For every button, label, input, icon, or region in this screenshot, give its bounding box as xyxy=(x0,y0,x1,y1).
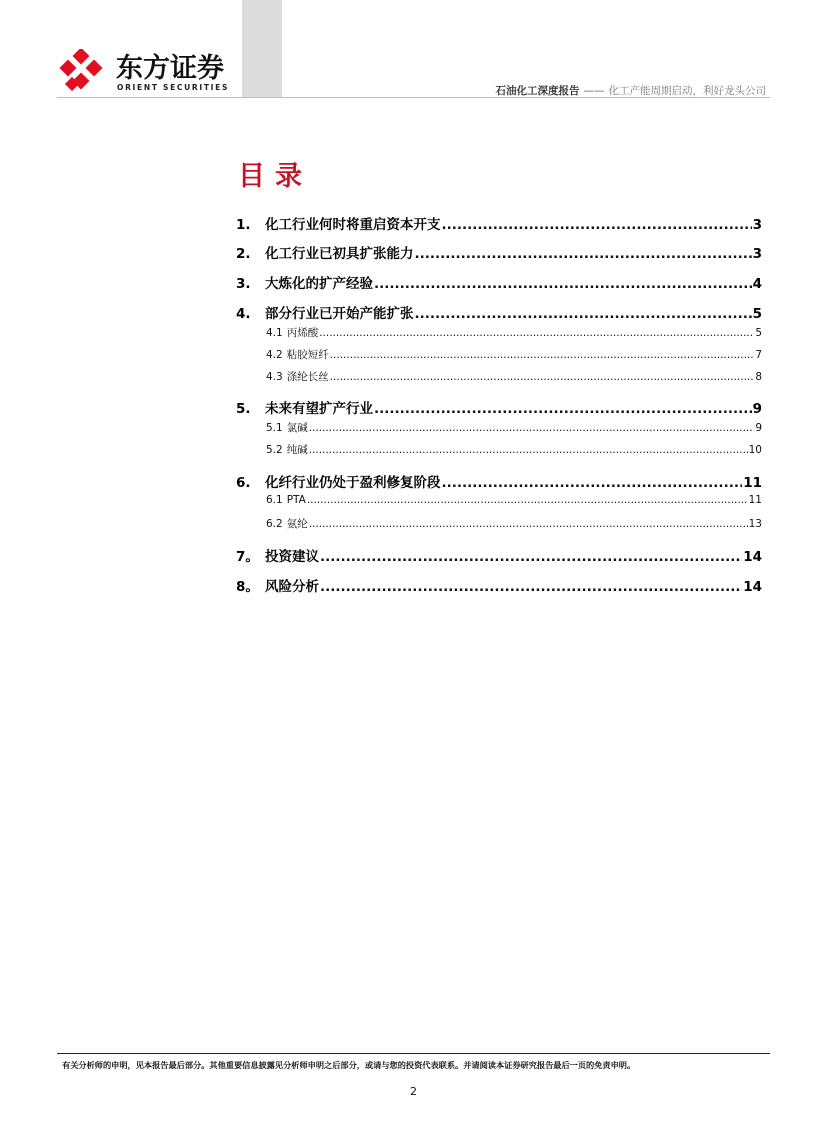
toc-dot-leader xyxy=(442,475,743,491)
orient-securities-logo-mark-icon xyxy=(58,49,104,95)
toc-entry-number: 4. xyxy=(236,306,251,322)
header-separator: —— xyxy=(583,85,605,97)
header-divider xyxy=(57,97,770,98)
toc-entry-label: 氯碱 xyxy=(286,422,308,434)
toc-entry[interactable] xyxy=(236,272,762,292)
toc-entry-page: 5 xyxy=(752,306,762,322)
toc-entry-number: 3. xyxy=(236,276,251,292)
company-logo xyxy=(58,46,238,96)
toc-dot-leader xyxy=(442,217,752,233)
report-title: 化工产能周期启动，利好龙头公司 xyxy=(608,85,766,97)
toc-entry-number: 2. xyxy=(236,246,251,262)
logo-chinese-name: 东方证券 xyxy=(116,53,224,84)
toc-subentry[interactable] xyxy=(266,325,762,341)
toc-entry[interactable] xyxy=(236,302,762,322)
toc-entry-number: 4.1 xyxy=(266,327,283,339)
toc-entry-number: 5.2 xyxy=(266,444,283,456)
toc-entry-number: 6. xyxy=(236,475,251,491)
toc-entry-number: 4.2 xyxy=(266,349,283,361)
toc-subentry[interactable] xyxy=(266,369,762,385)
toc-entry-number: 6.2 xyxy=(266,518,283,530)
toc-entry-page: 8 xyxy=(755,371,762,383)
toc-dot-leader xyxy=(320,549,742,565)
toc-entry-page: 11 xyxy=(743,475,762,491)
toc-subentry[interactable] xyxy=(266,516,762,532)
toc-entry[interactable] xyxy=(236,397,762,417)
toc-entry-label: 化纤行业仍处于盈利修复阶段 xyxy=(265,475,441,491)
toc-entry-page: 9 xyxy=(752,401,762,417)
toc-entry-page: 14 xyxy=(743,549,762,565)
toc-entry-page: 9 xyxy=(755,422,762,434)
toc-dot-leader xyxy=(374,401,752,417)
footer-divider xyxy=(57,1053,770,1054)
toc-entry-number: 5.1 xyxy=(266,422,283,434)
toc-entry-label: 风险分析 xyxy=(265,579,319,595)
toc-entry-label: 涤纶长丝 xyxy=(286,371,329,383)
header-gray-band xyxy=(242,0,282,98)
report-type: 石油化工深度报告 xyxy=(495,85,580,97)
toc-dot-leader xyxy=(330,371,755,383)
toc-entry-page: 11 xyxy=(748,494,762,506)
toc-dot-leader xyxy=(309,422,755,434)
toc-entry-page: 4 xyxy=(752,276,762,292)
toc-dot-leader xyxy=(309,518,748,530)
toc-entry-label: 纯碱 xyxy=(286,444,308,456)
toc-dot-leader xyxy=(307,494,748,506)
toc-entry[interactable] xyxy=(236,471,762,491)
page-number: 2 xyxy=(410,1085,417,1098)
toc-entry-number: 4.3 xyxy=(266,371,283,383)
toc-entry-label: 化工行业已初具扩张能力 xyxy=(265,246,414,262)
toc-dot-leader xyxy=(330,349,755,361)
toc-entry-label: 部分行业已开始产能扩张 xyxy=(265,306,414,322)
toc-entry-page: 3 xyxy=(752,246,762,262)
toc-entry-label: 氨纶 xyxy=(286,518,308,530)
toc-dot-leader xyxy=(415,306,752,322)
toc-entry-page: 3 xyxy=(752,217,762,233)
toc-entry[interactable] xyxy=(236,242,762,262)
toc-entry-label: 未来有望扩产行业 xyxy=(265,401,373,417)
footer-disclaimer: 有关分析师的申明，见本报告最后部分。其他重要信息披露见分析师申明之后部分，或请与您的投资代表联系。并请阅读本证券研究报告最后一页的免责申明。 xyxy=(62,1060,636,1070)
toc-entry-number: 7。 xyxy=(236,549,259,565)
toc-subentry[interactable] xyxy=(266,420,762,436)
toc-title: 目录 xyxy=(238,161,312,192)
toc-entry-number: 5. xyxy=(236,401,251,417)
toc-entry-label: 丙烯酸 xyxy=(286,327,319,339)
toc-entry-page: 13 xyxy=(748,518,762,530)
toc-entry-number: 6.1 xyxy=(266,494,283,506)
toc-entry[interactable] xyxy=(236,545,762,565)
toc-entry-label: PTA xyxy=(286,494,306,506)
toc-entry-page: 10 xyxy=(748,444,762,456)
logo-english-name: ORIENT SECURITIES xyxy=(117,83,230,92)
toc-subentry[interactable] xyxy=(266,494,762,510)
toc-entry-number: 8。 xyxy=(236,579,259,595)
toc-entry[interactable] xyxy=(236,213,762,233)
toc-entry-label: 大炼化的扩产经验 xyxy=(265,276,373,292)
toc-dot-leader xyxy=(320,579,742,595)
toc-subentry[interactable] xyxy=(266,347,762,363)
toc-entry-page: 5 xyxy=(755,327,762,339)
toc-subentry[interactable] xyxy=(266,442,762,458)
toc-dot-leader xyxy=(309,444,748,456)
toc-entry-page: 7 xyxy=(755,349,762,361)
running-header xyxy=(496,83,767,98)
toc-dot-leader xyxy=(415,246,752,262)
toc-entry[interactable] xyxy=(236,575,762,595)
toc-entry-label: 化工行业何时将重启资本开支 xyxy=(265,217,441,233)
toc-dot-leader xyxy=(319,327,754,339)
toc-entry-label: 粘胶短纤 xyxy=(286,349,329,361)
toc-entry-number: 1. xyxy=(236,217,251,233)
toc-entry-page: 14 xyxy=(743,579,762,595)
toc-dot-leader xyxy=(374,276,752,292)
toc-entry-label: 投资建议 xyxy=(265,549,319,565)
